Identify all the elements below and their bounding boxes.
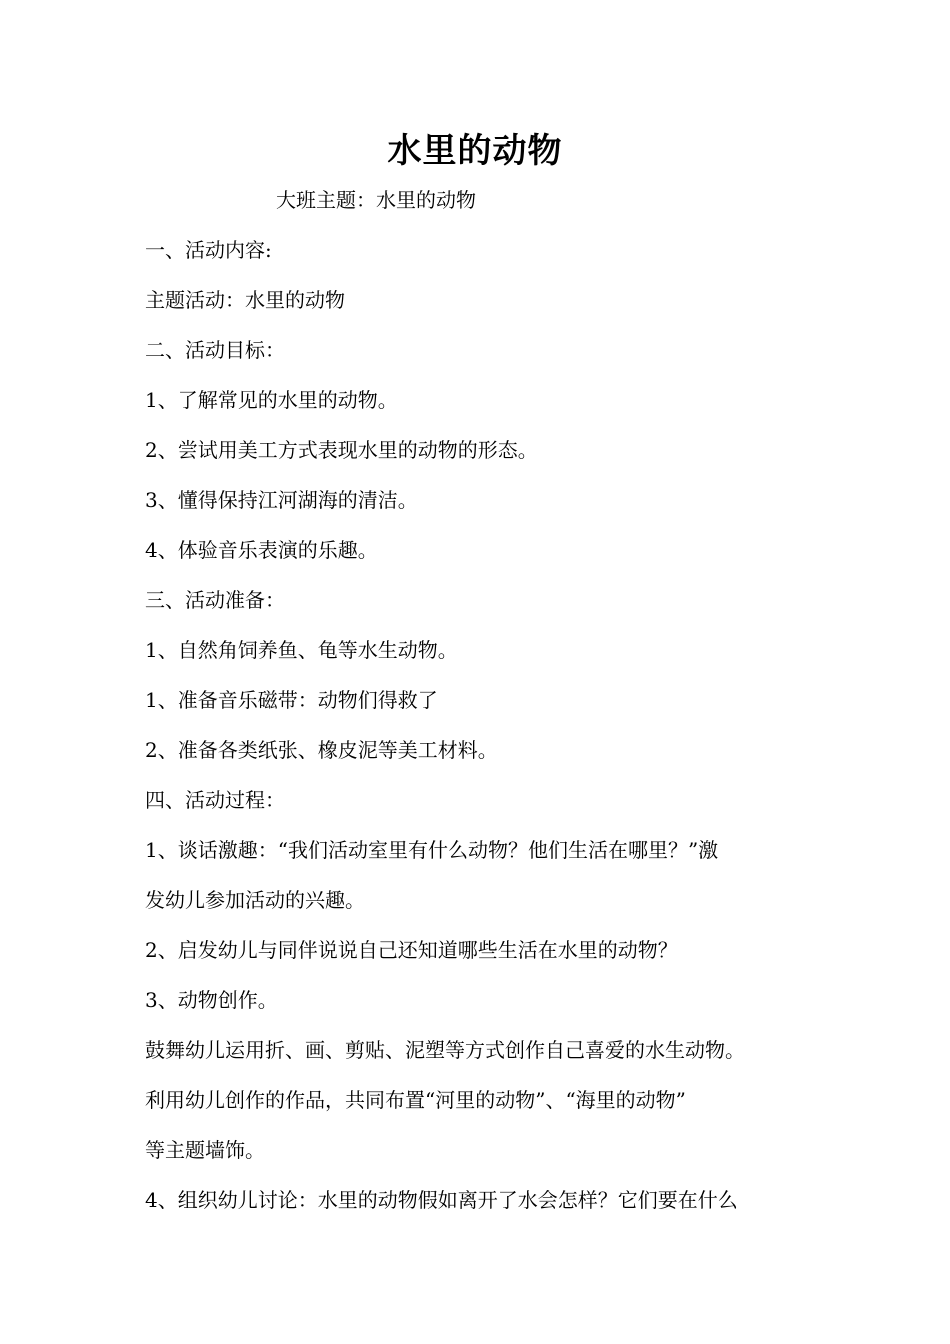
paragraph-line: 2、准备各类纸张、橡皮泥等美工材料。 <box>145 738 498 762</box>
paragraph-line: 1、了解常见的水里的动物。 <box>145 388 398 412</box>
paragraph-line: 1、自然角饲养鱼、龟等水生动物。 <box>145 638 458 662</box>
document-body <box>145 234 815 1234</box>
section-heading-process: 四、活动过程： <box>145 788 285 812</box>
paragraph-line: 2、尝试用美工方式表现水里的动物的形态。 <box>145 438 538 462</box>
paragraph-line: 3、动物创作。 <box>145 988 278 1012</box>
section-heading-content: 一、活动内容: <box>145 238 272 262</box>
section-heading-goals: 二、活动目标： <box>145 338 285 362</box>
paragraph-line: 鼓舞幼儿运用折、画、剪贴、泥塑等方式创作自己喜爱的水生动物。 <box>145 1038 745 1062</box>
paragraph-line: 4、组织幼儿讨论：水里的动物假如离开了水会怎样？它们要在什么 <box>145 1188 738 1212</box>
paragraph-line: 1、谈话激趣：“我们活动室里有什么动物？他们生活在哪里？”激 <box>145 838 719 862</box>
paragraph-line: 4、体验音乐表演的乐趣。 <box>145 538 378 562</box>
paragraph-line: 等主题墙饰。 <box>145 1138 265 1162</box>
paragraph-line: 利用幼儿创作的作品，共同布置“河里的动物”、“海里的动物” <box>145 1088 686 1112</box>
document-subtitle: 大班主题：水里的动物 <box>276 188 476 212</box>
paragraph-line: 2、启发幼儿与同伴说说自己还知道哪些生活在水里的动物？ <box>145 938 678 962</box>
paragraph-line: 3、懂得保持江河湖海的清洁。 <box>145 488 418 512</box>
document-title: 水里的动物 <box>387 131 563 171</box>
paragraph-line: 发幼儿参加活动的兴趣。 <box>145 888 365 912</box>
paragraph-line: 主题活动：水里的动物 <box>145 288 345 312</box>
section-heading-preparation: 三、活动准备： <box>145 588 285 612</box>
paragraph-line: 1、准备音乐磁带：动物们得救了 <box>145 688 438 712</box>
